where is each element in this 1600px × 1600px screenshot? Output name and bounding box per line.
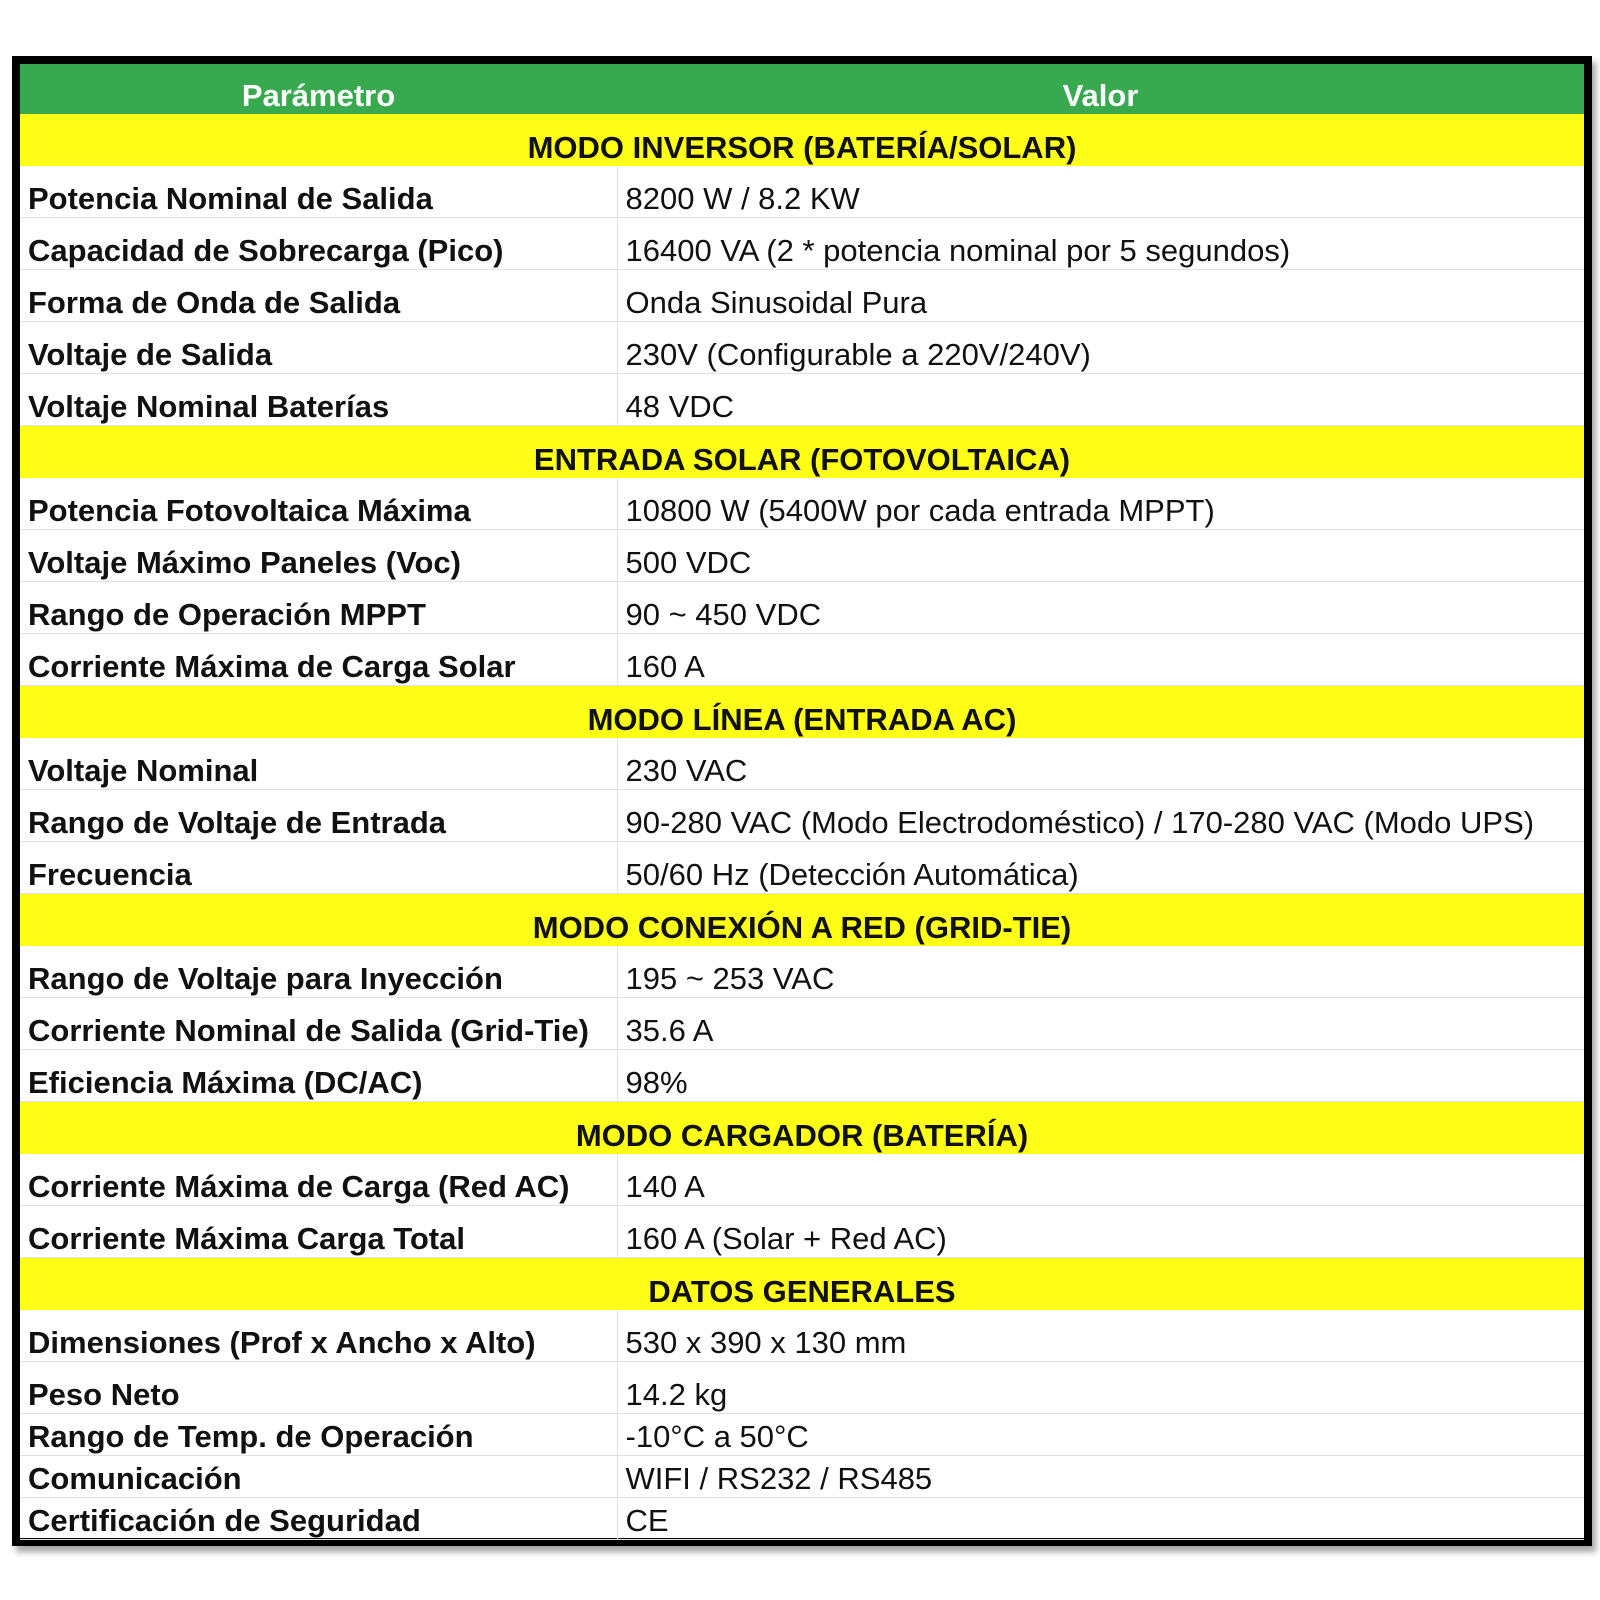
section-row (20, 1258, 1584, 1311)
table-row (20, 1362, 1584, 1414)
table-row (20, 738, 1584, 790)
value-cell: 16400 VA (2 * potencia nominal por 5 segundos) (617, 218, 1584, 270)
value-cell: CE (617, 1498, 1584, 1540)
param-cell: Dimensiones (Prof x Ancho x Alto) (20, 1310, 617, 1362)
header-row (20, 64, 1584, 114)
section-title: MODO INVERSOR (BATERÍA/SOLAR) (20, 114, 1584, 166)
param-cell: Comunicación (20, 1456, 617, 1498)
section-title: MODO CONEXIÓN A RED (GRID-TIE) (20, 894, 1584, 947)
value-cell: 195 ~ 253 VAC (617, 946, 1584, 998)
param-cell: Capacidad de Sobrecarga (Pico) (20, 218, 617, 270)
value-column-header: Valor (617, 64, 1584, 114)
table-row (20, 790, 1584, 842)
spec-table (20, 64, 1584, 1540)
param-cell: Rango de Voltaje de Entrada (20, 790, 617, 842)
table-row (20, 1498, 1584, 1540)
section-row (20, 894, 1584, 947)
param-cell: Rango de Voltaje para Inyección (20, 946, 617, 998)
table-row (20, 998, 1584, 1050)
value-cell: 160 A (Solar + Red AC) (617, 1206, 1584, 1258)
value-cell: 90 ~ 450 VDC (617, 582, 1584, 634)
section-row (20, 114, 1584, 166)
param-cell: Forma de Onda de Salida (20, 270, 617, 322)
section-row (20, 1102, 1584, 1155)
table-row (20, 218, 1584, 270)
value-cell: 98% (617, 1050, 1584, 1102)
value-cell: 230 VAC (617, 738, 1584, 790)
table-row (20, 1206, 1584, 1258)
value-cell: 10800 W (5400W por cada entrada MPPT) (617, 478, 1584, 530)
table-row (20, 322, 1584, 374)
section-title: DATOS GENERALES (20, 1258, 1584, 1311)
param-cell: Corriente Máxima de Carga Solar (20, 634, 617, 686)
value-cell: 35.6 A (617, 998, 1584, 1050)
value-cell: 14.2 kg (617, 1362, 1584, 1414)
param-cell: Frecuencia (20, 842, 617, 894)
table-row (20, 1414, 1584, 1456)
table-row (20, 1310, 1584, 1362)
value-cell: 500 VDC (617, 530, 1584, 582)
param-cell: Voltaje de Salida (20, 322, 617, 374)
section-row (20, 426, 1584, 479)
section-title: ENTRADA SOLAR (FOTOVOLTAICA) (20, 426, 1584, 479)
param-cell: Potencia Fotovoltaica Máxima (20, 478, 617, 530)
param-cell: Peso Neto (20, 1362, 617, 1414)
param-cell: Voltaje Nominal (20, 738, 617, 790)
table-row (20, 270, 1584, 322)
table-row (20, 1456, 1584, 1498)
value-cell: Onda Sinusoidal Pura (617, 270, 1584, 322)
value-cell: 530 x 390 x 130 mm (617, 1310, 1584, 1362)
value-cell: -10°C a 50°C (617, 1414, 1584, 1456)
param-column-header: Parámetro (20, 64, 617, 114)
param-cell: Eficiencia Máxima (DC/AC) (20, 1050, 617, 1102)
table-row (20, 166, 1584, 218)
param-cell: Corriente Máxima Carga Total (20, 1206, 617, 1258)
table-row (20, 842, 1584, 894)
value-cell: 160 A (617, 634, 1584, 686)
value-cell: 140 A (617, 1154, 1584, 1206)
spec-sheet (20, 64, 1584, 1538)
table-row (20, 374, 1584, 426)
section-title: MODO LÍNEA (ENTRADA AC) (20, 686, 1584, 739)
param-cell: Voltaje Nominal Baterías (20, 374, 617, 426)
table-row (20, 582, 1584, 634)
param-cell: Certificación de Seguridad (20, 1498, 617, 1540)
param-cell: Voltaje Máximo Paneles (Voc) (20, 530, 617, 582)
section-title: MODO CARGADOR (BATERÍA) (20, 1102, 1584, 1155)
value-cell: 48 VDC (617, 374, 1584, 426)
value-cell: 8200 W / 8.2 KW (617, 166, 1584, 218)
param-cell: Potencia Nominal de Salida (20, 166, 617, 218)
param-cell: Corriente Máxima de Carga (Red AC) (20, 1154, 617, 1206)
table-row (20, 946, 1584, 998)
table-row (20, 634, 1584, 686)
section-row (20, 686, 1584, 739)
table-row (20, 478, 1584, 530)
value-cell: 90-280 VAC (Modo Electrodoméstico) / 170-280 VAC (Modo UPS) (617, 790, 1584, 842)
value-cell: 230V (Configurable a 220V/240V) (617, 322, 1584, 374)
param-cell: Corriente Nominal de Salida (Grid-Tie) (20, 998, 617, 1050)
value-cell: WIFI / RS232 / RS485 (617, 1456, 1584, 1498)
table-row (20, 530, 1584, 582)
param-cell: Rango de Operación MPPT (20, 582, 617, 634)
table-row (20, 1154, 1584, 1206)
table-row (20, 1050, 1584, 1102)
value-cell: 50/60 Hz (Detección Automática) (617, 842, 1584, 894)
table-frame (12, 56, 1592, 1546)
param-cell: Rango de Temp. de Operación (20, 1414, 617, 1456)
